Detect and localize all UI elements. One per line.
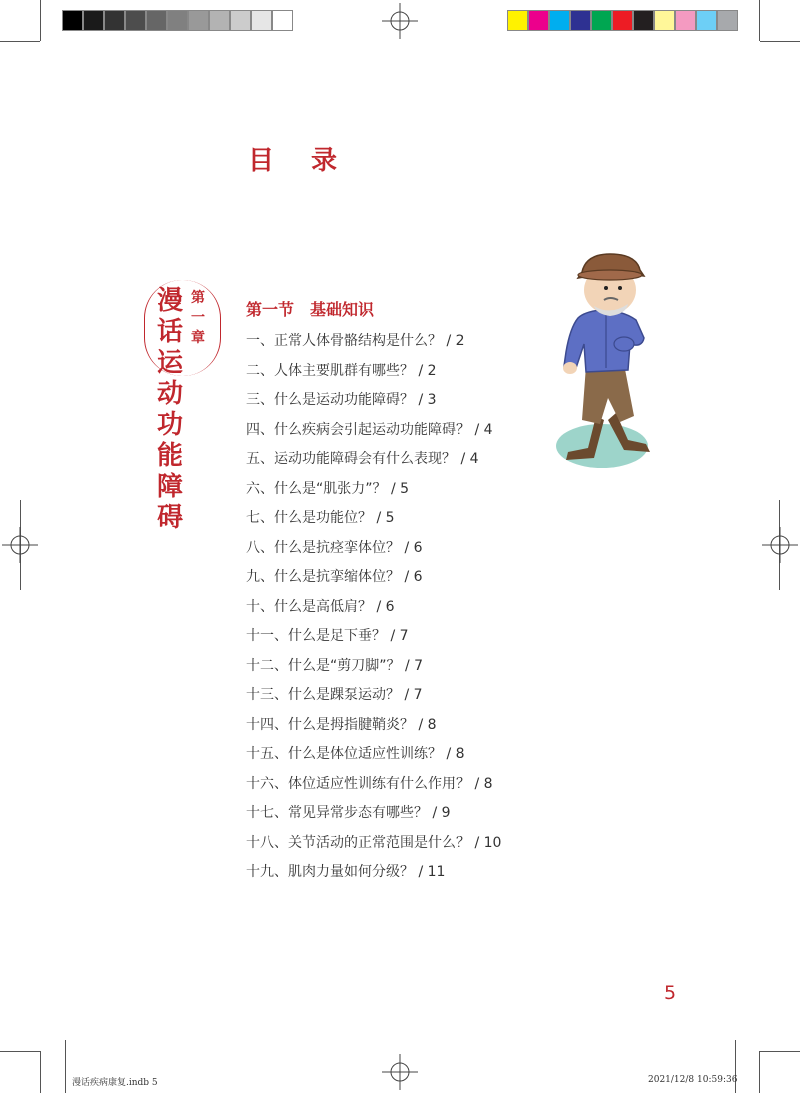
color-swatch	[167, 10, 188, 31]
crop-mark	[760, 1051, 800, 1052]
color-swatch	[675, 10, 696, 31]
toc-item[interactable]: 八、什么是抗痉挛体位？ / 6	[246, 539, 423, 556]
footer-timestamp: 2021/12/8 10:59:36	[648, 1075, 738, 1085]
toc-item[interactable]: 十四、什么是拇指腱鞘炎？ / 8	[246, 716, 437, 733]
color-swatch	[696, 10, 717, 31]
color-swatch	[104, 10, 125, 31]
toc-list	[246, 331, 501, 892]
color-swatch	[549, 10, 570, 31]
color-swatch	[717, 10, 738, 31]
color-swatch	[62, 10, 83, 31]
chapter-number: 第一章	[191, 290, 205, 346]
toc-item[interactable]: 十六、体位适应性训练有什么作用？ / 8	[246, 775, 493, 792]
toc-item[interactable]: 六、什么是“肌张力”？ / 5	[246, 480, 410, 497]
crop-mark	[759, 0, 760, 41]
crop-mark	[40, 0, 41, 41]
toc-item[interactable]: 十八、关节活动的正常范围是什么？ / 10	[246, 834, 502, 851]
color-swatch	[633, 10, 654, 31]
page-number: 5	[664, 982, 677, 1004]
color-swatch	[83, 10, 104, 31]
color-swatch	[230, 10, 251, 31]
footer-file: 漫话疾病康复.indb 5	[72, 1078, 158, 1088]
crop-mark	[65, 1040, 66, 1093]
toc-item[interactable]: 二、人体主要肌群有哪些？ / 2	[246, 362, 437, 379]
toc-item[interactable]: 十五、什么是体位适应性训练？ / 8	[246, 746, 465, 762]
chapter-heading	[144, 280, 219, 533]
color-swatch	[125, 10, 146, 31]
chapter-title: 漫话运动功能障碍	[156, 286, 183, 533]
color-swatch	[570, 10, 591, 31]
color-swatch	[654, 10, 675, 31]
color-swatch	[612, 10, 633, 31]
color-swatch	[507, 10, 528, 31]
toc-item[interactable]: 十一、什么是足下垂？ / 7	[246, 628, 409, 644]
color-swatch	[188, 10, 209, 31]
color-swatch	[591, 10, 612, 31]
crop-mark	[760, 41, 800, 42]
toc-item[interactable]: 五、运动功能障碍会有什么表现？ / 4	[246, 451, 479, 467]
toc-item[interactable]: 十二、什么是“剪刀脚”？ / 7	[246, 657, 424, 674]
toc-item[interactable]: 十七、常见异常步态有哪些？ / 9	[246, 805, 451, 821]
registration-mark-icon	[382, 3, 418, 39]
color-swatch	[528, 10, 549, 31]
registration-mark-icon	[382, 1054, 418, 1090]
crop-mark	[0, 1051, 40, 1052]
crop-mark	[759, 1051, 760, 1093]
toc-item[interactable]: 七、什么是功能位？ / 5	[246, 510, 395, 526]
crop-mark	[40, 1051, 41, 1093]
toc-item[interactable]: 四、什么疾病会引起运动功能障碍？ / 4	[246, 421, 493, 438]
color-swatch	[272, 10, 293, 31]
section-title: 第一节 基础知识	[246, 300, 375, 319]
toc-item[interactable]: 九、什么是抗挛缩体位？ / 6	[246, 569, 423, 585]
page-title: 目 录	[248, 146, 352, 176]
registration-mark-icon	[762, 527, 798, 563]
color-swatch	[209, 10, 230, 31]
toc-item[interactable]: 十、什么是高低肩？ / 6	[246, 598, 395, 615]
toc-item[interactable]: 三、什么是运动功能障碍？ / 3	[246, 392, 437, 408]
color-swatch	[146, 10, 167, 31]
walking-old-man-illustration	[550, 248, 670, 483]
toc-item[interactable]: 十九、肌肉力量如何分级？ / 11	[246, 864, 446, 880]
color-swatch	[251, 10, 272, 31]
cmyk-color-bar	[507, 10, 738, 31]
gray-color-bar	[62, 10, 293, 31]
toc-item[interactable]: 一、正常人体骨骼结构是什么？ / 2	[246, 333, 465, 349]
registration-mark-icon	[2, 527, 38, 563]
crop-mark	[0, 41, 40, 42]
crop-mark	[735, 1040, 736, 1093]
toc-item[interactable]: 十三、什么是踝泵运动？ / 7	[246, 687, 423, 703]
